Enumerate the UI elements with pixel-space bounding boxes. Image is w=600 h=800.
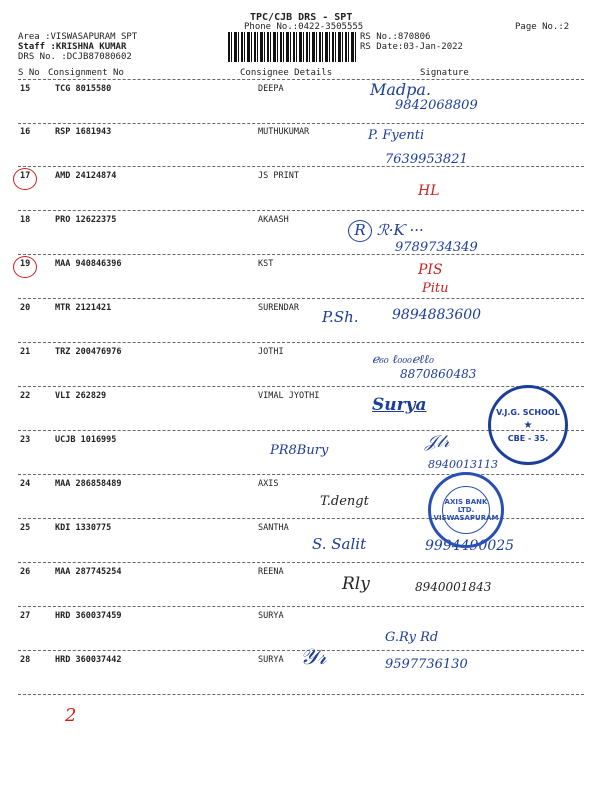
- row-sno: 19: [20, 259, 31, 269]
- area-label: Area :VISWASAPURAM SPT: [18, 32, 138, 42]
- row-sno: 15: [20, 84, 31, 94]
- table-row: [0, 215, 600, 235]
- row-divider: [18, 562, 584, 563]
- bank-stamp-branch: VISWASAPURAM: [433, 514, 499, 522]
- signature-r20: P.Sh.: [322, 308, 359, 326]
- row-sno: 28: [20, 655, 31, 665]
- signature-r24: T.dengt: [320, 494, 369, 509]
- row-consignment-number: UCJB 1016995: [55, 435, 117, 445]
- row-consignment-number: HRD 360037459: [55, 611, 122, 621]
- row-sno: 26: [20, 567, 31, 577]
- signature-r16: P. Fyenti: [368, 128, 425, 143]
- table-row: [0, 84, 600, 104]
- column-consignment: Consignment No: [48, 68, 124, 78]
- signature-r18: R ℛ·Ƙ ···: [348, 220, 424, 242]
- row-consignee: KST: [258, 259, 274, 269]
- signature-r27: G.Ry Rd: [385, 630, 439, 645]
- school-stamp-name: V.J.G. SCHOOL: [496, 407, 560, 417]
- table-row: [0, 259, 600, 279]
- row-sno: 24: [20, 479, 31, 489]
- signature-r19-b: Pitu: [422, 281, 449, 296]
- row-consignee: VIMAL JYOTHI: [258, 391, 320, 401]
- row-consignee: AXIS: [258, 479, 279, 489]
- drs-number: DRS No. :DCJB87080602: [18, 52, 132, 62]
- signature-r28: 𝒴𝓇: [300, 645, 327, 670]
- column-sno: S No: [18, 68, 40, 78]
- row-divider: [18, 694, 584, 695]
- column-signature: Signature: [420, 68, 469, 78]
- row-consignment-number: HRD 360037442: [55, 655, 122, 665]
- rs-number: RS No.:870806: [360, 32, 431, 42]
- row-sno: 23: [20, 435, 31, 445]
- phone-r23: 8940013113: [428, 458, 498, 471]
- row-consignment-number: TRZ 200476976: [55, 347, 122, 357]
- table-row: [0, 127, 600, 147]
- row-sno: 27: [20, 611, 31, 621]
- star-icon: ★: [523, 419, 533, 431]
- phone-r28: 9597736130: [385, 657, 468, 672]
- bottom-mark: 2: [65, 705, 77, 726]
- row-divider: [18, 386, 584, 387]
- signature-r17: HL: [418, 183, 440, 199]
- row-consignee: MUTHUKUMAR: [258, 127, 310, 137]
- signature-r26: Rly: [342, 574, 370, 594]
- header-divider: [18, 79, 584, 80]
- row-consignment-number: MTR 2121421: [55, 303, 112, 313]
- rs-date: RS Date:03-Jan-2022: [360, 42, 463, 52]
- table-row: [0, 347, 600, 367]
- phone-r15: 9842068809: [395, 98, 478, 113]
- table-row: [0, 611, 600, 631]
- row-divider: [18, 474, 584, 475]
- row-sno: 16: [20, 127, 31, 137]
- row-consignment-number: VLI 262829: [55, 391, 107, 401]
- row-consignment-number: PRO 12622375: [55, 215, 117, 225]
- signature-r22: Surya: [372, 395, 427, 415]
- phone-number: Phone No.:0422-3505555: [244, 22, 364, 32]
- bank-stamp: [428, 472, 504, 548]
- phone-r26: 8940001843: [415, 580, 492, 594]
- row-divider: [18, 210, 584, 211]
- school-stamp-city: CBE - 35.: [507, 433, 549, 443]
- barcode: [228, 32, 358, 62]
- table-row: [0, 171, 600, 191]
- row-consignment-number: AMD 24124874: [55, 171, 117, 181]
- row-sno: 20: [20, 303, 31, 313]
- signature-r23-mark: 𝒥𝓁𝓇: [425, 432, 450, 452]
- table-row: [0, 567, 600, 587]
- row-divider: [18, 342, 584, 343]
- red-circle-19: [13, 256, 37, 278]
- row-consignment-number: MAA 286858489: [55, 479, 122, 489]
- school-stamp: [488, 385, 568, 465]
- signature-r25: S. Salit: [312, 535, 367, 553]
- document-title: TPC/CJB DRS - SPT: [250, 12, 353, 23]
- table-row: [0, 303, 600, 323]
- row-consignment-number: TCG 8015580: [55, 84, 112, 94]
- row-divider: [18, 166, 584, 167]
- staff-label: Staff :KRISHNA KUMAR: [18, 42, 127, 52]
- row-divider: [18, 298, 584, 299]
- row-consignment-number: KDI 1330775: [55, 523, 112, 533]
- row-consignee: SURYA: [258, 611, 284, 621]
- signature-r15: Madpa.: [370, 80, 432, 99]
- row-consignee: JOTHI: [258, 347, 284, 357]
- row-consignee: AKAASH: [258, 215, 289, 225]
- row-divider: [18, 606, 584, 607]
- row-consignee: SURENDAR: [258, 303, 299, 313]
- bank-stamp-name: AXIS BANK LTD.: [444, 498, 488, 514]
- row-consignee: SANTHA: [258, 523, 289, 533]
- phone-r18: 9789734349: [395, 240, 478, 255]
- row-consignee: SURYA: [258, 655, 284, 665]
- phone-r25: 9994490025: [425, 538, 515, 554]
- signature-r23: PR8Bury: [270, 443, 329, 458]
- row-sno: 21: [20, 347, 31, 357]
- row-sno: 22: [20, 391, 31, 401]
- column-consignee: Consignee Details: [240, 68, 333, 78]
- row-consignee: DEEPA: [258, 84, 284, 94]
- row-consignee: JS PRINT: [258, 171, 299, 181]
- signature-r21: ℯ₆₀ ℓ₀₀₀ℯℓℓ₀: [372, 352, 434, 366]
- row-consignment-number: MAA 940846396: [55, 259, 122, 269]
- page-number: Page No.:2: [515, 22, 570, 32]
- table-row: [0, 479, 600, 499]
- row-consignment-number: MAA 287745254: [55, 567, 122, 577]
- signature-r19-a: PIS: [418, 262, 443, 278]
- row-consignment-number: RSP 1681943: [55, 127, 112, 137]
- row-divider: [18, 123, 584, 124]
- row-sno: 25: [20, 523, 31, 533]
- row-sno: 18: [20, 215, 31, 225]
- phone-r21: 8870860483: [400, 367, 477, 381]
- phone-r16: 7639953821: [385, 152, 468, 167]
- row-sno: 17: [20, 171, 31, 181]
- row-divider: [18, 254, 584, 255]
- red-circle-17: [13, 168, 37, 190]
- phone-r20: 9894883600: [392, 307, 482, 323]
- row-consignee: REENA: [258, 567, 284, 577]
